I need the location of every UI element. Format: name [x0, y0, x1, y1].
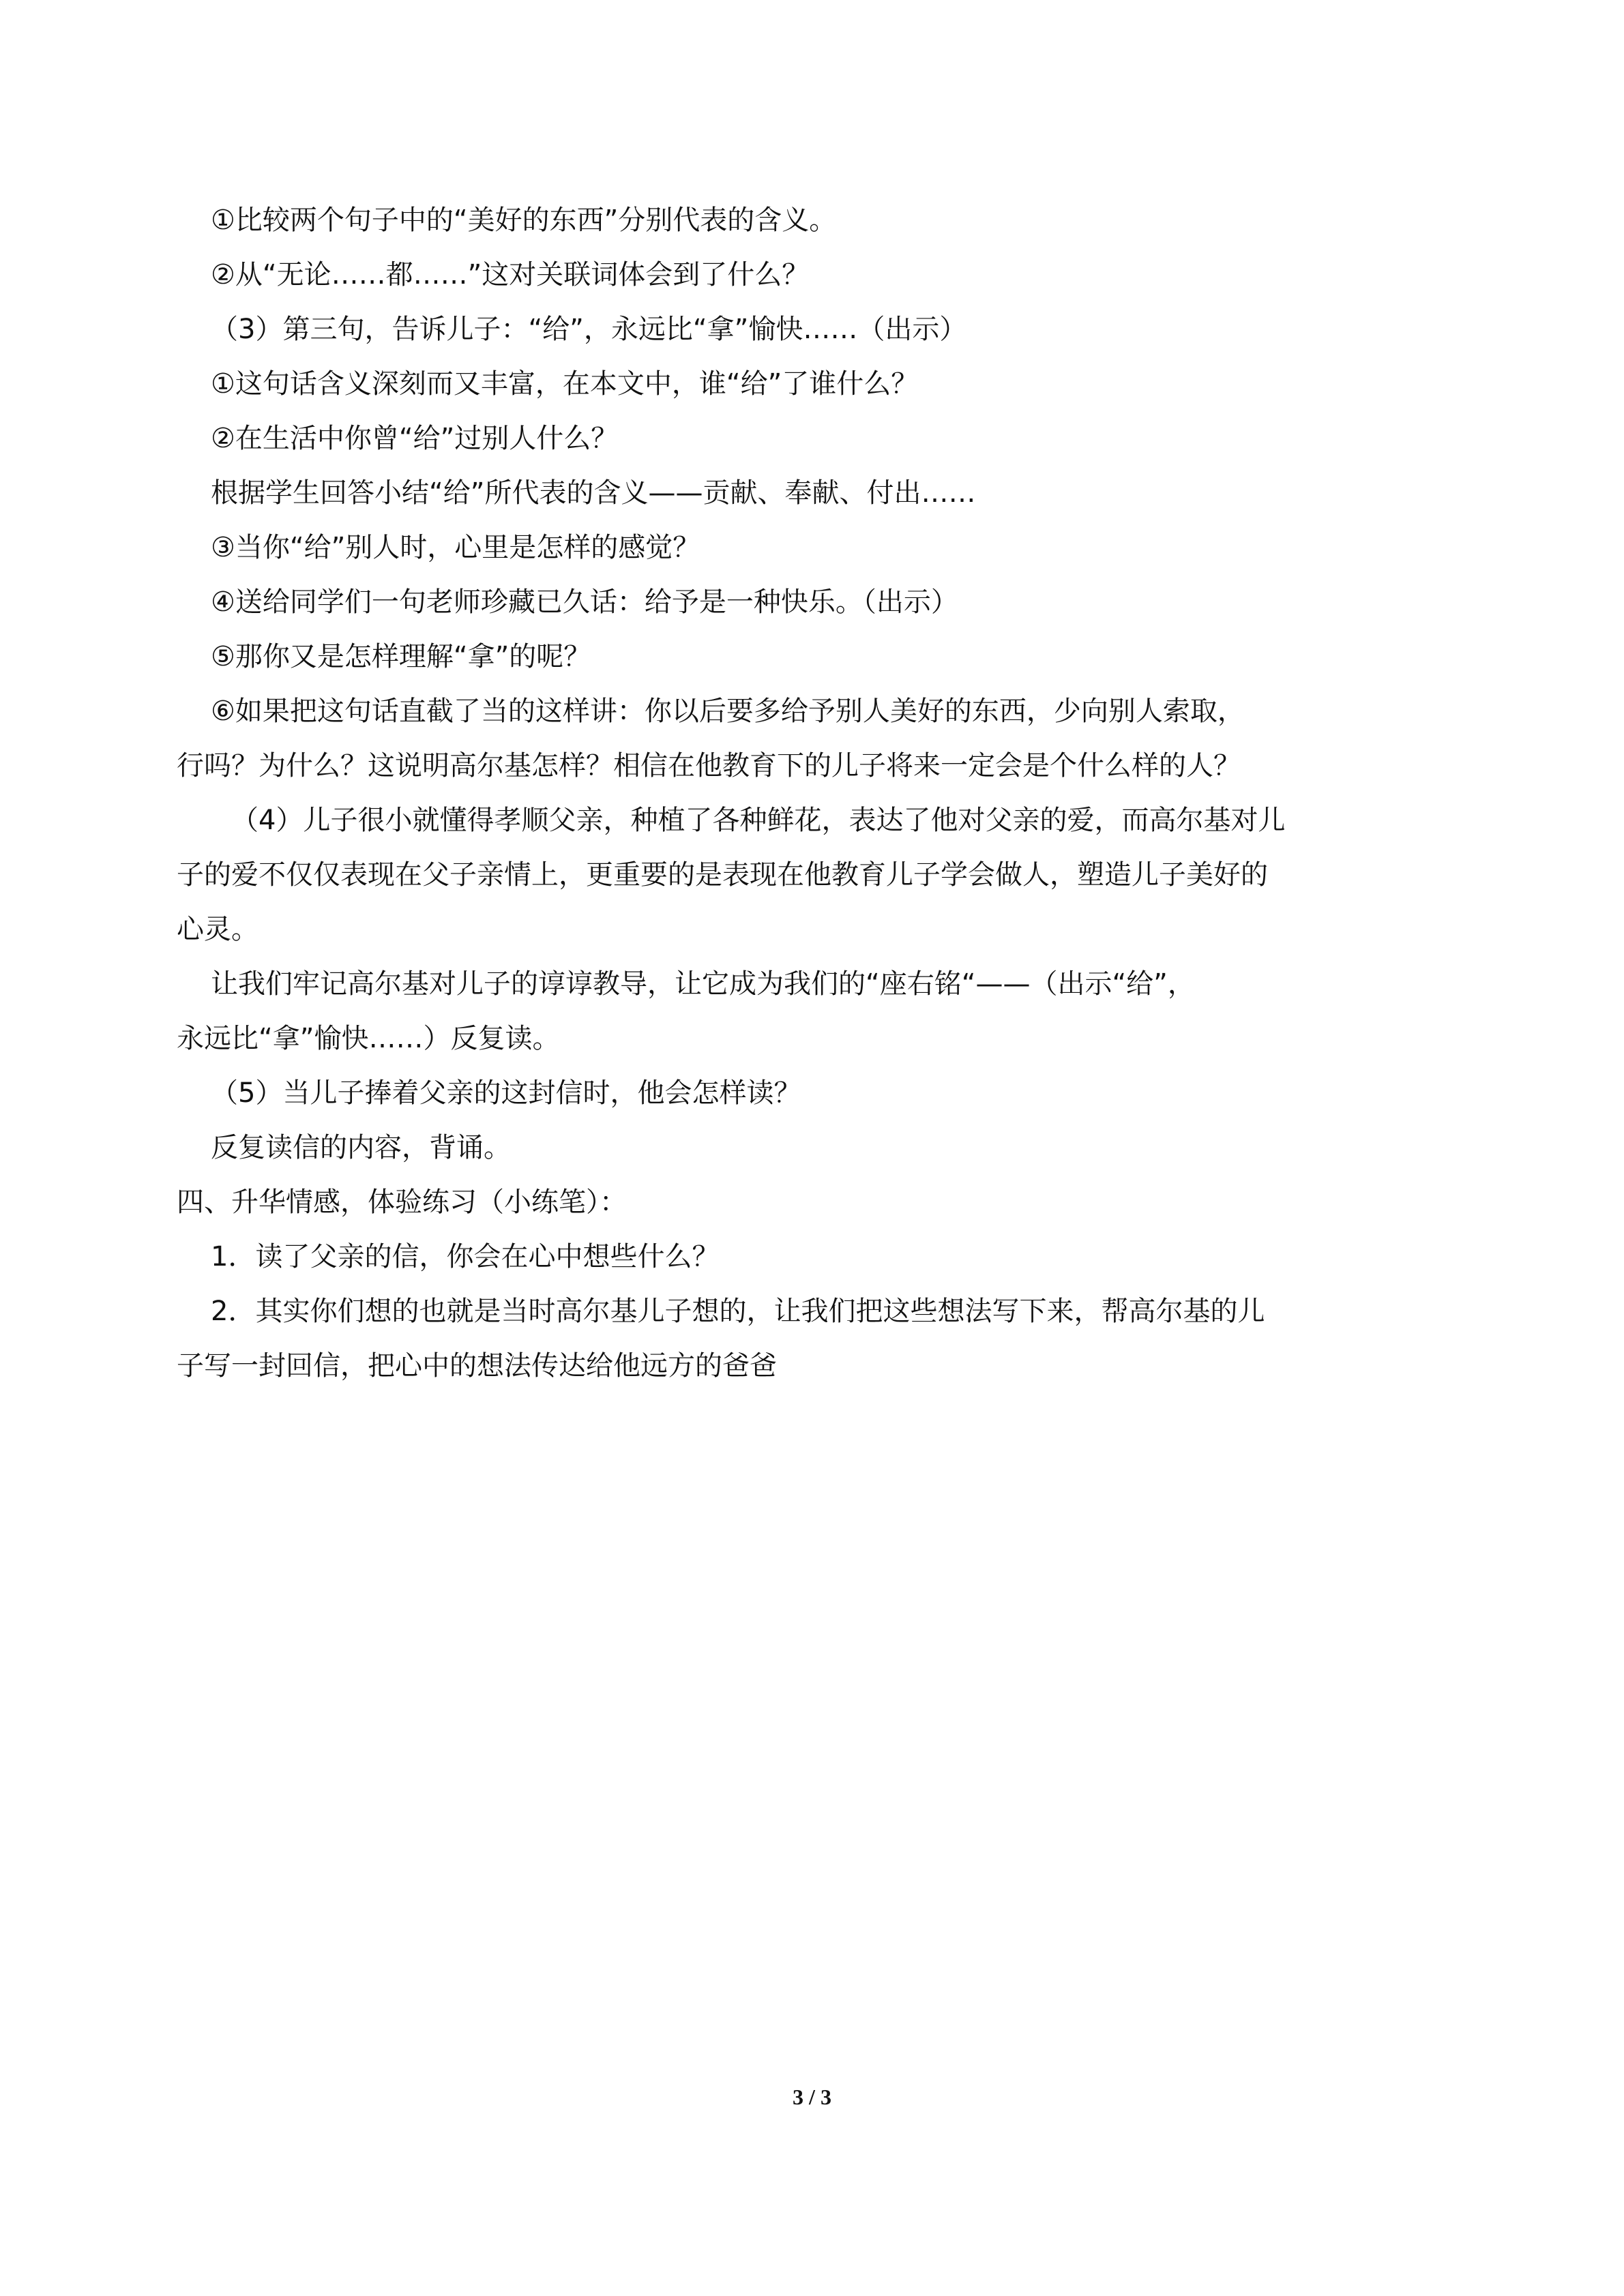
text-line: ④送给同学们一句老师珍藏已久话：给予是一种快乐。（出示） [211, 586, 958, 618]
text-line: ⑥如果把这句话直截了当的这样讲：你以后要多给予别人美好的东西，少向别人索取， [211, 696, 1245, 727]
text-line: ⑤那你又是怎样理解“拿”的呢？ [211, 641, 591, 672]
text-line: 子的爱不仅仅表现在父子亲情上，更重要的是表现在他教育儿子学会做人，塑造儿子美好的 [177, 859, 1268, 891]
text-line: 永远比“拿”愉快……）反复读。 [177, 1023, 560, 1054]
text-line: 行吗？为什么？这说明高尔基怎样？相信在他教育下的儿子将来一定会是个什么样的人？ [177, 750, 1241, 781]
text-line: ③当你“给”别人时，心里是怎样的感觉？ [211, 532, 700, 563]
text-line: ①比较两个句子中的“美好的东西”分别代表的含义。 [211, 205, 837, 236]
text-line: 1．读了父亲的信，你会在心中想些什么？ [211, 1241, 720, 1272]
text-line: 根据学生回答小结“给”所代表的含义——贡献、奉献、付出…… [211, 477, 976, 509]
document-body [177, 203, 1479, 1403]
text-line: 子写一封回信，把心中的想法传达给他远方的爸爸 [177, 1350, 777, 1382]
page-number: 3 / 3 [793, 2085, 831, 2109]
section-heading: 四、升华情感，体验练习（小练笔）： [177, 1187, 627, 1218]
text-line: （4）儿子很小就懂得孝顺父亲，种植了各种鲜花，表达了他对父亲的爱，而高尔基对儿 [231, 805, 1286, 836]
text-line: 反复读信的内容，背诵。 [211, 1132, 511, 1163]
text-line: （3）第三句，告诉儿子：“给”，永远比“拿”愉快……（出示） [211, 314, 967, 345]
text-line: 心灵。 [177, 914, 259, 945]
text-line: （5）当儿子捧着父亲的这封信时，他会怎样读？ [211, 1077, 801, 1109]
text-line: ①这句话含义深刻而又丰富，在本文中，谁“给”了谁什么？ [211, 368, 919, 400]
text-line: ②从“无论……都……”这对关联词体会到了什么？ [211, 259, 810, 290]
text-line: 2．其实你们想的也就是当时高尔基儿子想的，让我们把这些想法写下来，帮高尔基的儿 [211, 1296, 1265, 1327]
text-line: 让我们牢记高尔基对儿子的谆谆教导，让它成为我们的“座右铭“——（出示“给”， [211, 968, 1195, 1000]
text-line: ②在生活中你曾“给”过别人什么？ [211, 423, 619, 454]
